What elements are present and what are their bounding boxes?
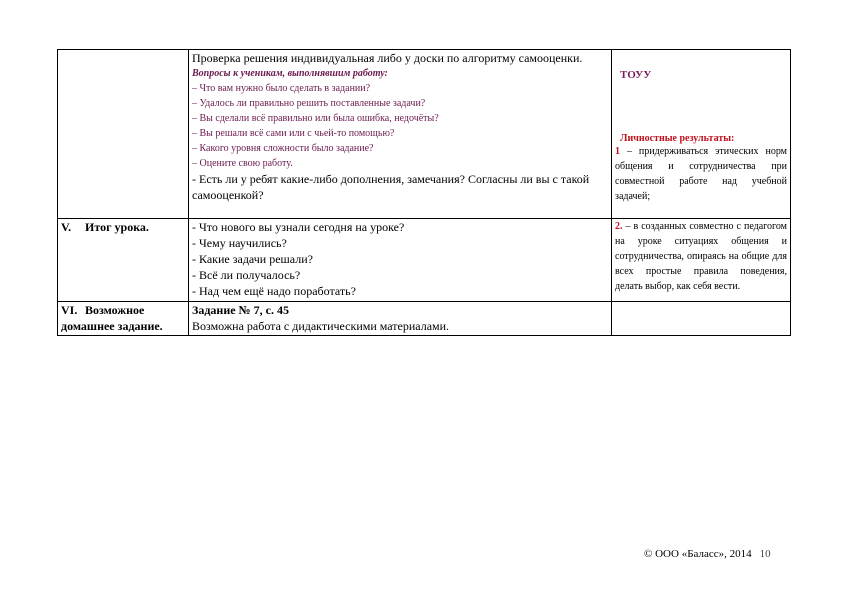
homework-note: Возможна работа с дидактическими материалами. bbox=[192, 319, 450, 333]
copyright-text: © ООО «Баласс», 2014 bbox=[644, 548, 752, 560]
questions-heading: Вопросы к ученикам, выполнявшим работу: bbox=[192, 68, 388, 79]
summary-question: - Всё ли получалось? bbox=[192, 268, 301, 282]
stage-title: Возможное домашнее задание. bbox=[61, 303, 163, 333]
question-item: – Что вам нужно было сделать в задании? bbox=[192, 83, 371, 94]
stage-cell bbox=[58, 302, 189, 336]
summary-question: - Какие задачи решали? bbox=[192, 252, 313, 266]
results-cell bbox=[612, 50, 791, 219]
results-cell bbox=[612, 219, 791, 302]
page-footer bbox=[644, 548, 771, 560]
summary-question: - Чему научились? bbox=[192, 236, 287, 250]
question-item: – Удалось ли правильно решить поставленные задачи? bbox=[192, 98, 426, 109]
page-number: 10 bbox=[759, 548, 771, 560]
stage-label bbox=[61, 302, 185, 334]
summary-question: - Что нового вы узнали сегодня на уроке? bbox=[192, 220, 405, 234]
result-number: 1 bbox=[615, 146, 620, 157]
stage-title: Итог урока. bbox=[85, 220, 149, 234]
table-row bbox=[58, 219, 791, 302]
results-title: Личностные результаты: bbox=[620, 133, 735, 144]
activity-cell bbox=[189, 219, 612, 302]
table-row bbox=[58, 302, 791, 336]
results-cell bbox=[612, 302, 791, 336]
stage-cell bbox=[58, 50, 189, 219]
result-item bbox=[615, 219, 787, 294]
stage-number: VI. bbox=[61, 303, 78, 317]
stage-label bbox=[61, 219, 185, 235]
lesson-plan-table bbox=[57, 49, 791, 336]
homework-task: Задание № 7, с. 45 bbox=[192, 303, 289, 317]
table-row bbox=[58, 50, 791, 219]
question-item: – Вы сделали всё правильно или была ошибка, недочёты? bbox=[192, 113, 439, 124]
stage-cell bbox=[58, 219, 189, 302]
activity-cell bbox=[189, 302, 612, 336]
stage-number: V. bbox=[61, 220, 72, 234]
summary-question: - Над чем ещё надо поработать? bbox=[192, 284, 356, 298]
closing-question: - Есть ли у ребят какие-либо дополнения, замечания? Согласны ли вы с такой самооценкой? bbox=[192, 172, 590, 202]
activity-cell bbox=[189, 50, 612, 219]
activity-intro: Проверка решения индивидуальная либо у доски по алгоритму самооценки. bbox=[192, 51, 583, 65]
question-item: – Оцените свою работу. bbox=[192, 158, 293, 169]
result-item bbox=[615, 144, 787, 204]
touu-label: ТОУУ bbox=[620, 69, 652, 81]
result-text: – в созданных совместно с педагогом на уроке ситуациях общения и сотрудничества, опираясь на общие для всех простые правила поведения, делать выбор, как себя вести. bbox=[615, 221, 787, 292]
result-text: – придерживаться этических норм общения и сотрудничества при совместной работе над учебной задачей; bbox=[615, 146, 787, 202]
result-number: 2. bbox=[615, 221, 623, 232]
question-item: – Вы решали всё сами или с чьей-то помощью? bbox=[192, 128, 395, 139]
question-item: – Какого уровня сложности было задание? bbox=[192, 143, 374, 154]
